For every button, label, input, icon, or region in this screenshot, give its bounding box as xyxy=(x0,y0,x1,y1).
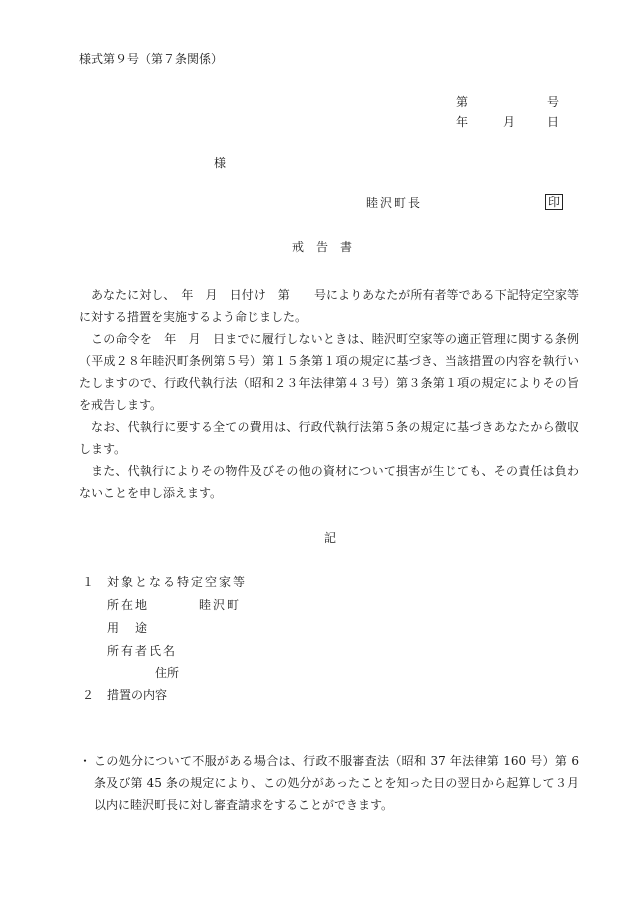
doc-number-dai: 第 xyxy=(456,95,469,109)
doc-number-go: 号 xyxy=(547,95,560,109)
location-label: 所在地 xyxy=(107,598,150,612)
owner-label: 所有者氏名 xyxy=(107,644,178,658)
date-day: 日 xyxy=(547,115,560,129)
ki-heading: 記 xyxy=(324,531,337,545)
item1-label: 対象となる特定空家等 xyxy=(107,575,248,589)
address-label: 住所 xyxy=(155,666,180,680)
recipient-suffix: 様 xyxy=(214,156,227,170)
body-paragraph: この命令を 年 月 日までに履行しないときは、睦沢町空家等の適正管理に関する条例（平成２８年睦沢町条例第５号）第１５条第１項の規定に基づき、当該措置の内容を執行いたしますので、行政代執行法（昭和２３年法律第４３号）第３条第１項の規定によりその旨を戒告します。 xyxy=(79,332,579,412)
body-paragraph: あなたに対し、 年 月 日付け 第 号によりあなたが所有者等である下記特定空家等に対する措置を実施するよう命じました。 xyxy=(79,288,579,324)
body-paragraph: また、代執行によりその物件及びその他の資材について損害が生じても、その責任は負わないことを申し添えます。 xyxy=(79,464,579,500)
seal-mark: 印 xyxy=(545,194,563,210)
notice-bullet: ・ xyxy=(79,754,92,768)
item2-label: 措置の内容 xyxy=(107,688,168,702)
item2-number: ２ xyxy=(82,688,95,702)
location-value: 睦沢町 xyxy=(199,598,242,612)
form-label: 様式第９号（第７条関係） xyxy=(79,52,224,66)
appeal-notice: この処分について不服がある場合は、行政不服審査法（昭和 37 年法律第 160 号）第 6 条及び第 45 条の規定により、この処分があったことを知った日の翌日から起算して３月以内に睦沢町長に対し審査請求をすることができます。 xyxy=(94,754,579,812)
document-title: 戒 告 書 xyxy=(292,240,353,254)
body-text xyxy=(79,284,579,504)
use-label: 用 途 xyxy=(107,621,150,635)
item1-number: １ xyxy=(82,575,95,589)
date-month: 月 xyxy=(503,115,516,129)
body-paragraph: なお、代執行に要する全ての費用は、行政代執行法第５条の規定に基づきあなたから徴収します。 xyxy=(79,420,579,456)
issuer-name: 睦沢町長 xyxy=(366,196,423,210)
date-year: 年 xyxy=(456,115,469,129)
